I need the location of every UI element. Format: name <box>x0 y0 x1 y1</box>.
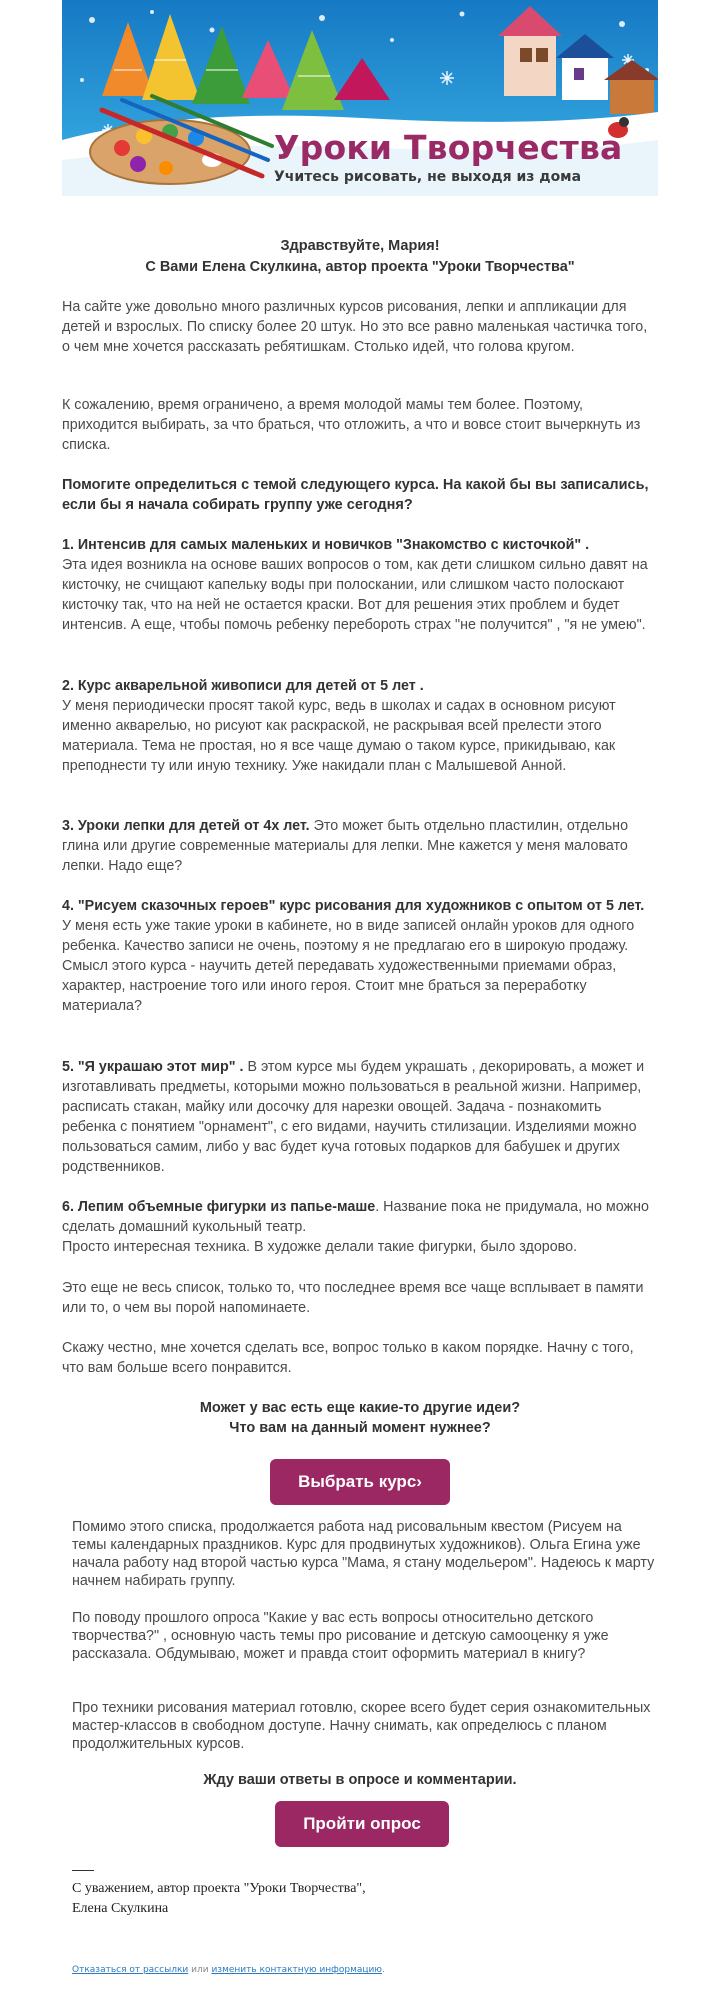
course-text-2: У меня периодически просят такой курс, ведь в школах и садах в основном рисуют именно акварелью, но рисуют как раскраской, не раскрывая всей прелести этого материала. Тема не простая, но я все чаще думаю о таком курсе, прикидываю, как преподнести ту или иную технику. Уже накидали план с Малышевой Анной. <box>62 698 616 774</box>
footer-links <box>72 1965 385 1975</box>
course-text-6b: Просто интересная техника. В художке делали такие фигурки, было здорово. <box>62 1239 578 1255</box>
course-title-1: 1. Интенсив для самых маленьких и новичков "Знакомство с кисточкой" . <box>62 537 590 553</box>
outro-question-1: Может у вас есть еще какие-то другие идеи? <box>199 1400 521 1416</box>
course-title-6: 6. Лепим объемные фигурки из папье-маше <box>62 1199 376 1215</box>
greeting-line-1: Здравствуйте, Мария! <box>280 238 440 254</box>
signature-divider <box>72 1870 94 1871</box>
greeting-line-2: С Вами Елена Скулкина, автор проекта "Уроки Творчества" <box>145 259 575 275</box>
news-paragraph-3: Про техники рисования материал готовлю, скорее всего будет серия ознакомительных мастер-классов в свободном доступе. Начну снимать, как определюсь с планом продолжительных курсов. <box>72 1700 651 1752</box>
course-title-5: 5. "Я украшаю этот мир" . <box>62 1059 244 1075</box>
footer-dot: . <box>381 1965 385 1975</box>
wait-answers-text: Жду ваши ответы в опросе и комментарии. <box>203 1772 517 1788</box>
course-text-3: Это может быть отдельно пластилин, отдельно глина или другие современные материалы для лепки. Мне кажется у меня маловато лепки. Надо еще? <box>62 818 629 874</box>
header-banner <box>62 0 658 196</box>
unsubscribe-link[interactable]: Отказаться от рассылки <box>72 1965 189 1975</box>
course-text-6: . Название пока не придумала, но можно сделать домашний кукольный театр. <box>62 1199 649 1235</box>
course-text-5: В этом курсе мы будем украшать , декорировать, а может и изготавливать предметы, которыми можно пользоваться в реальной жизни. Например, расписать стакан, майку или досочку для нарезки овощей. Задача - познакомить ребенка с понятием "орнамент", с его видами, научить стилизации. Изделиями можно пользоваться самим, либо у вас будет куча готовых подарков для бабушек и других родственников. <box>62 1059 645 1175</box>
course-text-1: Эта идея возникла на основе ваших вопросов о том, как дети слишком сильно давят на кисточку, не счищают капельку воды при полоскании, или слишком часто полоскают кисточку так, что на ней не остается краски. Вот для решения этих проблем и будет интенсив. А еще, чтобы помочь ребенку перебороть страх "не получится" , "я не умею". <box>62 557 648 633</box>
outro-paragraph-2: Скажу честно, мне хочется сделать все, вопрос только в каком порядке. Начну с того, что вам больше всего понравится. <box>62 1340 634 1376</box>
change-contact-link[interactable]: изменить контактную информацию <box>211 1965 382 1975</box>
take-survey-button[interactable]: Пройти опрос <box>275 1801 449 1847</box>
course-title-4: 4. "Рисуем сказочных героев" курс рисования для художников с опытом от 5 лет. <box>62 898 645 914</box>
course-item-4 <box>62 896 658 1016</box>
course-item-5 <box>62 1057 658 1177</box>
course-text-4: У меня есть уже такие уроки в кабинете, но в виде записей онлайн уроков для одного ребенка. Качество записи не очень, поэтому я не предлагаю его в широкую продажу. Смысл этого курса - научить детей передавать художественными приемами образ, характер, настроение того или иного героя. Стоит мне браться за переработку материала? <box>62 918 635 1014</box>
course-item-1 <box>62 535 658 635</box>
email-body <box>62 0 658 1975</box>
signature-line-1: С уважением, автор проекта "Уроки Творчества", <box>72 1881 366 1896</box>
brand-title: Уроки Творчества <box>274 128 623 167</box>
course-item-2 <box>62 676 658 776</box>
course-item-3 <box>62 816 658 876</box>
news-paragraph-1: Помимо этого списка, продолжается работа над рисовальным квестом (Рисуем на темы календарных праздников. Курс для продвинутых художников). Ольга Егина уже начала работу над второй частью курса "Мама, я стану модельером". Надеюсь к марту начнем набирать группу. <box>72 1519 655 1589</box>
course-title-3: 3. Уроки лепки для детей от 4х лет. <box>62 818 310 834</box>
course-item-6 <box>62 1197 658 1257</box>
intro-paragraph-2: К сожалению, время ограничено, а время молодой мамы тем более. Поэтому, приходится выбирать, за что браться, что отложить, а что и вовсе стоит вычеркнуть из списка. <box>62 397 641 453</box>
course-title-2: 2. Курс акварельной живописи для детей от 5 лет . <box>62 678 424 694</box>
signature-line-2: Елена Скулкина <box>72 1901 169 1916</box>
signature <box>72 1879 366 1919</box>
footer-or: или <box>191 1965 209 1975</box>
outro-question-2: Что вам на данный момент нужнее? <box>229 1420 491 1436</box>
outro-paragraph-1: Это еще не весь список, только то, что последнее время все чаще всплывает в памяти или то, о чем вы порой напоминаете. <box>62 1280 644 1316</box>
news-paragraph-2: По поводу прошлого опроса "Какие у вас есть вопросы относительно детского творчества?" , основную часть темы про рисование и детскую самооценку я уже рассказала. Обдумываю, может и правда стоит оформить материал в книгу? <box>72 1610 609 1662</box>
intro-paragraph-1: На сайте уже довольно много различных курсов рисования, лепки и аппликации для детей и взрослых. По списку более 20 штук. Но это все равно маленькая частичка того, о чем мне хочется рассказать ребятишкам. Столько идей, что голова кругом. <box>62 299 648 355</box>
brand-subtitle: Учитесь рисовать, не выходя из дома <box>274 169 582 185</box>
intro-question: Помогите определиться с темой следующего курса. На какой бы вы записались, если бы я начала собирать группу уже сегодня? <box>62 477 649 513</box>
brand-block <box>274 130 654 186</box>
choose-course-button[interactable]: Выбрать курс› <box>270 1459 450 1505</box>
